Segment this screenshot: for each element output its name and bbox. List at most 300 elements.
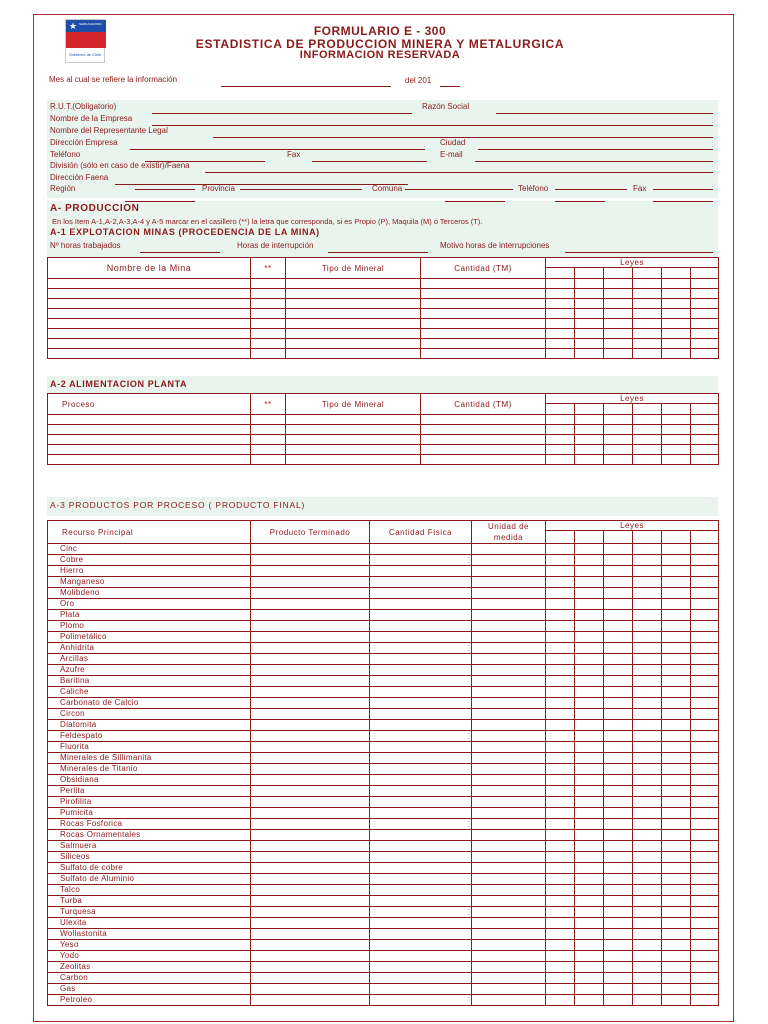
table-cell[interactable] [48,299,251,309]
table-cell[interactable] [691,764,719,775]
table-cell[interactable] [546,841,575,852]
table-cell[interactable] [633,588,662,599]
table-cell[interactable] [251,764,370,775]
table-cell[interactable] [286,309,421,319]
table-cell[interactable] [691,775,719,786]
table-cell[interactable] [575,319,604,329]
table-cell[interactable] [662,929,691,940]
table-cell[interactable] [472,709,546,720]
table-cell[interactable] [575,279,604,289]
table-cell[interactable] [546,973,575,984]
table-cell[interactable] [48,279,251,289]
table-cell[interactable] [370,885,472,896]
table-cell[interactable] [251,349,286,359]
table-cell[interactable] [472,808,546,819]
month-field[interactable] [221,86,391,87]
table-cell[interactable] [691,425,719,435]
table-cell[interactable] [251,962,370,973]
table-cell[interactable] [604,435,633,445]
table-cell[interactable] [370,555,472,566]
table-cell[interactable] [575,654,604,665]
table-cell[interactable] [604,951,633,962]
table-cell[interactable] [662,329,691,339]
table-cell[interactable] [691,654,719,665]
table-cell[interactable] [691,665,719,676]
table-cell[interactable] [662,753,691,764]
table-cell[interactable] [662,425,691,435]
table-cell[interactable] [691,808,719,819]
table-cell[interactable] [604,874,633,885]
table-cell[interactable] [575,852,604,863]
table-cell[interactable] [370,830,472,841]
table-cell[interactable] [370,984,472,995]
table-cell[interactable] [633,435,662,445]
table-cell[interactable] [662,863,691,874]
table-cell[interactable] [251,940,370,951]
table-cell[interactable] [472,632,546,643]
table-cell[interactable] [251,731,370,742]
table-cell[interactable] [604,544,633,555]
table-cell[interactable] [662,885,691,896]
table-cell[interactable] [472,962,546,973]
table-cell[interactable] [604,764,633,775]
table-cell[interactable] [633,808,662,819]
table-cell[interactable] [546,720,575,731]
table-cell[interactable] [691,742,719,753]
table-cell[interactable] [48,309,251,319]
table-cell[interactable] [604,349,633,359]
table-cell[interactable] [546,415,575,425]
table-cell[interactable] [251,599,370,610]
table-cell[interactable] [472,665,546,676]
table-cell[interactable] [633,544,662,555]
table-cell[interactable] [662,632,691,643]
table-cell[interactable] [370,907,472,918]
table-cell[interactable] [691,566,719,577]
table-cell[interactable] [604,289,633,299]
table-cell[interactable] [370,764,472,775]
table-cell[interactable] [662,808,691,819]
table-cell[interactable] [251,319,286,329]
table-cell[interactable] [472,929,546,940]
rut-field[interactable] [152,113,412,114]
table-cell[interactable] [472,720,546,731]
table-cell[interactable] [662,339,691,349]
table-cell[interactable] [370,698,472,709]
table-cell[interactable] [370,874,472,885]
table-cell[interactable] [575,577,604,588]
table-cell[interactable] [575,775,604,786]
table-cell[interactable] [251,566,370,577]
table-cell[interactable] [251,852,370,863]
table-cell[interactable] [48,415,251,425]
table-cell[interactable] [691,610,719,621]
table-cell[interactable] [370,819,472,830]
table-cell[interactable] [604,339,633,349]
table-cell[interactable] [691,929,719,940]
table-cell[interactable] [421,415,546,425]
table-cell[interactable] [472,764,546,775]
table-cell[interactable] [251,830,370,841]
table-cell[interactable] [546,885,575,896]
table-cell[interactable] [575,445,604,455]
table-cell[interactable] [251,995,370,1006]
table-cell[interactable] [370,797,472,808]
table-cell[interactable] [546,676,575,687]
table-cell[interactable] [691,918,719,929]
table-cell[interactable] [633,940,662,951]
table-cell[interactable] [633,610,662,621]
table-cell[interactable] [604,907,633,918]
hours-worked-field[interactable] [140,252,220,253]
table-cell[interactable] [604,299,633,309]
table-cell[interactable] [370,676,472,687]
table-cell[interactable] [251,808,370,819]
table-cell[interactable] [633,445,662,455]
table-cell[interactable] [633,698,662,709]
table-cell[interactable] [546,665,575,676]
table-cell[interactable] [575,299,604,309]
table-cell[interactable] [546,819,575,830]
table-cell[interactable] [633,665,662,676]
faena-phone-field[interactable] [555,189,627,190]
table-cell[interactable] [472,577,546,588]
table-cell[interactable] [691,698,719,709]
table-cell[interactable] [546,731,575,742]
table-cell[interactable] [251,425,286,435]
table-cell[interactable] [472,797,546,808]
table-cell[interactable] [286,299,421,309]
table-cell[interactable] [575,698,604,709]
table-cell[interactable] [691,896,719,907]
table-cell[interactable] [633,951,662,962]
table-cell[interactable] [691,632,719,643]
table-cell[interactable] [472,555,546,566]
table-cell[interactable] [546,907,575,918]
table-cell[interactable] [662,599,691,610]
table-cell[interactable] [546,852,575,863]
table-cell[interactable] [604,319,633,329]
table-cell[interactable] [633,984,662,995]
table-cell[interactable] [286,415,421,425]
table-cell[interactable] [286,435,421,445]
table-cell[interactable] [48,339,251,349]
table-cell[interactable] [546,786,575,797]
table-cell[interactable] [546,339,575,349]
table-cell[interactable] [370,929,472,940]
table-cell[interactable] [604,720,633,731]
table-cell[interactable] [604,819,633,830]
table-cell[interactable] [546,643,575,654]
table-cell[interactable] [575,731,604,742]
table-cell[interactable] [662,896,691,907]
table-cell[interactable] [633,566,662,577]
table-cell[interactable] [472,951,546,962]
table-cell[interactable] [472,863,546,874]
table-cell[interactable] [575,329,604,339]
table-cell[interactable] [251,907,370,918]
table-cell[interactable] [691,339,719,349]
table-cell[interactable] [633,299,662,309]
table-cell[interactable] [370,786,472,797]
table-cell[interactable] [472,973,546,984]
table-cell[interactable] [251,544,370,555]
table-cell[interactable] [691,841,719,852]
table-cell[interactable] [472,742,546,753]
table-cell[interactable] [575,349,604,359]
table-cell[interactable] [604,830,633,841]
table-cell[interactable] [48,435,251,445]
table-cell[interactable] [575,940,604,951]
table-cell[interactable] [546,709,575,720]
table-cell[interactable] [575,455,604,465]
table-cell[interactable] [251,918,370,929]
table-cell[interactable] [546,874,575,885]
table-cell[interactable] [421,319,546,329]
table-cell[interactable] [370,621,472,632]
table-cell[interactable] [662,698,691,709]
table-cell[interactable] [604,687,633,698]
table-cell[interactable] [575,544,604,555]
table-cell[interactable] [472,874,546,885]
table-cell[interactable] [286,425,421,435]
table-cell[interactable] [604,786,633,797]
table-cell[interactable] [472,786,546,797]
table-cell[interactable] [575,435,604,445]
division-field[interactable] [205,172,713,173]
table-cell[interactable] [48,329,251,339]
table-cell[interactable] [633,676,662,687]
table-cell[interactable] [251,339,286,349]
table-cell[interactable] [251,841,370,852]
fax-field[interactable] [312,161,427,162]
table-cell[interactable] [691,962,719,973]
table-cell[interactable] [575,665,604,676]
table-cell[interactable] [546,764,575,775]
table-cell[interactable] [546,349,575,359]
table-cell[interactable] [370,742,472,753]
table-cell[interactable] [370,808,472,819]
table-cell[interactable] [472,599,546,610]
table-cell[interactable] [575,643,604,654]
table-cell[interactable] [662,566,691,577]
table-cell[interactable] [604,588,633,599]
table-cell[interactable] [662,676,691,687]
table-cell[interactable] [633,874,662,885]
table-cell[interactable] [472,896,546,907]
table-cell[interactable] [633,885,662,896]
address-field[interactable] [130,149,425,150]
table-cell[interactable] [370,940,472,951]
table-cell[interactable] [691,687,719,698]
table-cell[interactable] [546,289,575,299]
table-cell[interactable] [691,435,719,445]
table-cell[interactable] [251,309,286,319]
table-cell[interactable] [472,918,546,929]
table-cell[interactable] [604,632,633,643]
table-cell[interactable] [472,687,546,698]
table-cell[interactable] [662,279,691,289]
table-cell[interactable] [575,984,604,995]
table-cell[interactable] [662,995,691,1006]
table-cell[interactable] [48,349,251,359]
table-cell[interactable] [286,319,421,329]
table-cell[interactable] [604,555,633,566]
faena-address-field[interactable] [115,184,408,185]
table-cell[interactable] [251,797,370,808]
table-cell[interactable] [604,676,633,687]
table-cell[interactable] [546,698,575,709]
table-cell[interactable] [662,577,691,588]
table-cell[interactable] [662,435,691,445]
table-cell[interactable] [370,731,472,742]
table-cell[interactable] [546,577,575,588]
table-cell[interactable] [604,841,633,852]
table-cell[interactable] [633,863,662,874]
table-cell[interactable] [575,742,604,753]
table-cell[interactable] [251,786,370,797]
table-cell[interactable] [370,863,472,874]
table-cell[interactable] [633,654,662,665]
table-cell[interactable] [691,455,719,465]
table-cell[interactable] [575,610,604,621]
table-cell[interactable] [546,753,575,764]
table-cell[interactable] [251,445,286,455]
table-cell[interactable] [575,786,604,797]
table-cell[interactable] [691,984,719,995]
table-cell[interactable] [633,775,662,786]
table-cell[interactable] [251,555,370,566]
table-cell[interactable] [691,676,719,687]
table-cell[interactable] [370,995,472,1006]
table-cell[interactable] [286,279,421,289]
table-cell[interactable] [633,753,662,764]
table-cell[interactable] [546,962,575,973]
table-cell[interactable] [604,973,633,984]
table-cell[interactable] [472,698,546,709]
table-cell[interactable] [48,445,251,455]
table-cell[interactable] [286,329,421,339]
table-cell[interactable] [604,599,633,610]
table-cell[interactable] [633,852,662,863]
table-cell[interactable] [691,995,719,1006]
table-cell[interactable] [251,610,370,621]
table-cell[interactable] [633,841,662,852]
table-cell[interactable] [546,830,575,841]
table-cell[interactable] [604,654,633,665]
table-cell[interactable] [662,797,691,808]
table-cell[interactable] [604,698,633,709]
table-cell[interactable] [472,544,546,555]
table-cell[interactable] [575,632,604,643]
table-cell[interactable] [251,577,370,588]
comuna-field[interactable] [405,189,513,190]
table-cell[interactable] [691,599,719,610]
table-cell[interactable] [604,797,633,808]
table-cell[interactable] [575,918,604,929]
table-cell[interactable] [633,349,662,359]
table-cell[interactable] [370,973,472,984]
table-cell[interactable] [575,566,604,577]
table-cell[interactable] [546,621,575,632]
table-cell[interactable] [370,544,472,555]
table-cell[interactable] [633,599,662,610]
table-cell[interactable] [546,544,575,555]
table-cell[interactable] [575,555,604,566]
table-cell[interactable] [633,742,662,753]
table-cell[interactable] [472,819,546,830]
table-cell[interactable] [575,599,604,610]
table-cell[interactable] [472,676,546,687]
table-cell[interactable] [48,455,251,465]
table-cell[interactable] [575,830,604,841]
table-cell[interactable] [370,566,472,577]
year-field[interactable] [440,86,460,87]
table-cell[interactable] [546,329,575,339]
table-cell[interactable] [48,289,251,299]
table-cell[interactable] [251,415,286,425]
table-cell[interactable] [370,709,472,720]
table-cell[interactable] [633,455,662,465]
table-cell[interactable] [546,566,575,577]
table-cell[interactable] [472,885,546,896]
table-cell[interactable] [575,720,604,731]
table-cell[interactable] [251,951,370,962]
table-cell[interactable] [662,289,691,299]
table-cell[interactable] [691,309,719,319]
table-cell[interactable] [633,425,662,435]
table-cell[interactable] [604,425,633,435]
table-cell[interactable] [472,775,546,786]
table-cell[interactable] [575,808,604,819]
table-cell[interactable] [633,632,662,643]
table-cell[interactable] [472,643,546,654]
table-cell[interactable] [662,544,691,555]
table-cell[interactable] [691,852,719,863]
table-cell[interactable] [691,588,719,599]
table-cell[interactable] [370,841,472,852]
table-cell[interactable] [633,907,662,918]
table-cell[interactable] [546,309,575,319]
table-cell[interactable] [546,319,575,329]
table-cell[interactable] [251,329,286,339]
table-cell[interactable] [546,610,575,621]
table-cell[interactable] [662,841,691,852]
table-cell[interactable] [662,687,691,698]
table-cell[interactable] [604,309,633,319]
table-cell[interactable] [251,819,370,830]
table-cell[interactable] [370,852,472,863]
table-cell[interactable] [546,599,575,610]
table-cell[interactable] [633,339,662,349]
table-cell[interactable] [691,299,719,309]
table-cell[interactable] [546,299,575,309]
table-cell[interactable] [691,289,719,299]
table-cell[interactable] [633,720,662,731]
table-cell[interactable] [604,753,633,764]
interruption-reason-field[interactable] [565,252,713,253]
table-cell[interactable] [691,797,719,808]
table-cell[interactable] [662,455,691,465]
table-cell[interactable] [472,621,546,632]
table-cell[interactable] [604,918,633,929]
region-field[interactable] [135,189,195,190]
table-cell[interactable] [633,687,662,698]
table-cell[interactable] [662,731,691,742]
table-cell[interactable] [633,786,662,797]
table-cell[interactable] [604,929,633,940]
city-field[interactable] [478,149,713,150]
